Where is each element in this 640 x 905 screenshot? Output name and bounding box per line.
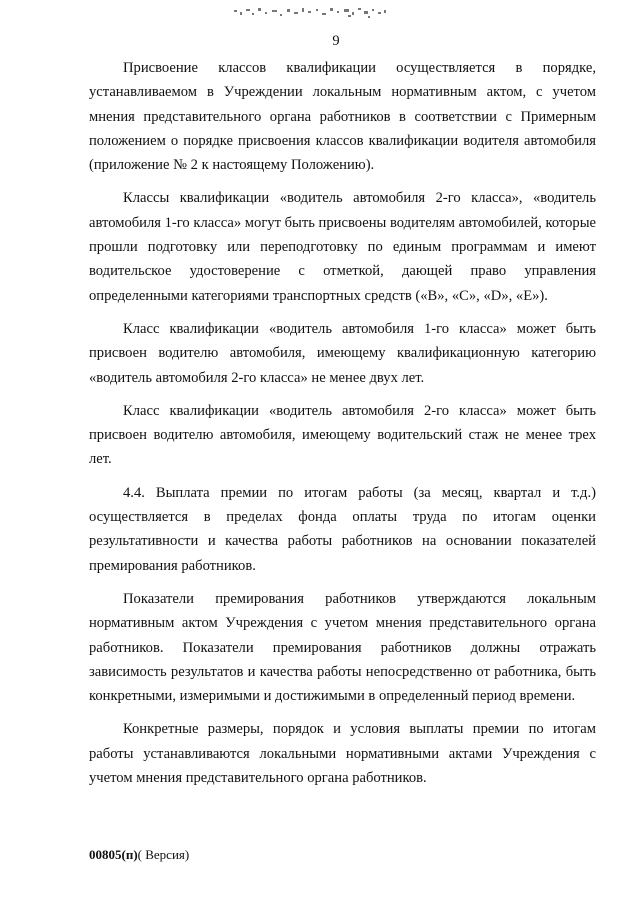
paragraph: Показатели премирования работников утверждаются локальным нормативным актом Учреждения с учетом мнения представительного органа работников. Показатели премирования работников должны отражать зависимость результатов и качества работы непосредственно от работника, быть конкретными, измеримыми и достижимыми в определенный период времени. [89, 590, 596, 705]
document-body [89, 56, 596, 799]
paragraph: 4.4. Выплата премии по итогам работы (за месяц, квартал и т.д.) осуществляется в пределах фонда оплаты труда по итогам оценки результативности и качества работы работников на основании показателей премирования работников. [89, 484, 596, 574]
scan-noise [232, 0, 390, 22]
paragraph: Класс квалификации «водитель автомобиля 2-го класса» может быть присвоен водителю автомобиля, имеющему водительский стаж не менее трех лет. [89, 402, 596, 468]
document-code: 00805(п) [89, 847, 138, 862]
page-number: 9 [332, 33, 340, 49]
paragraph: Конкретные размеры, порядок и условия выплаты премии по итогам работы устанавливаются локальными нормативными актами Учреждения с учетом мнения представительного органа работников. [89, 721, 596, 787]
paragraph: Класс квалификации «водитель автомобиля 1-го класса» может быть присвоен водителю автомобиля, имеющему квалификационную категорию «водитель автомобиля 2-го класса» не менее двух лет. [89, 320, 596, 386]
footer [89, 847, 189, 863]
paragraph: Присвоение классов квалификации осуществляется в порядке, устанавливаемом в Учреждении локальным нормативным актом, с учетом мнения представительного органа работников в соответствии с Примерным положением о порядке присвоения классов квалификации водителя автомобиля (приложение № 2 к настоящему Положению). [89, 60, 596, 174]
paragraph: Классы квалификации «водитель автомобиля 2-го класса», «водитель автомобиля 1-го класса» могут быть присвоены водителям автомобилей, которые прошли подготовку или переподготовку по единым программам и имеют водительское удостоверение с отметкой, дающей право управления определенными категориями транспортных средств («B», «C», «D», «E»). [89, 190, 596, 304]
version-label: ( Версия) [137, 847, 190, 862]
